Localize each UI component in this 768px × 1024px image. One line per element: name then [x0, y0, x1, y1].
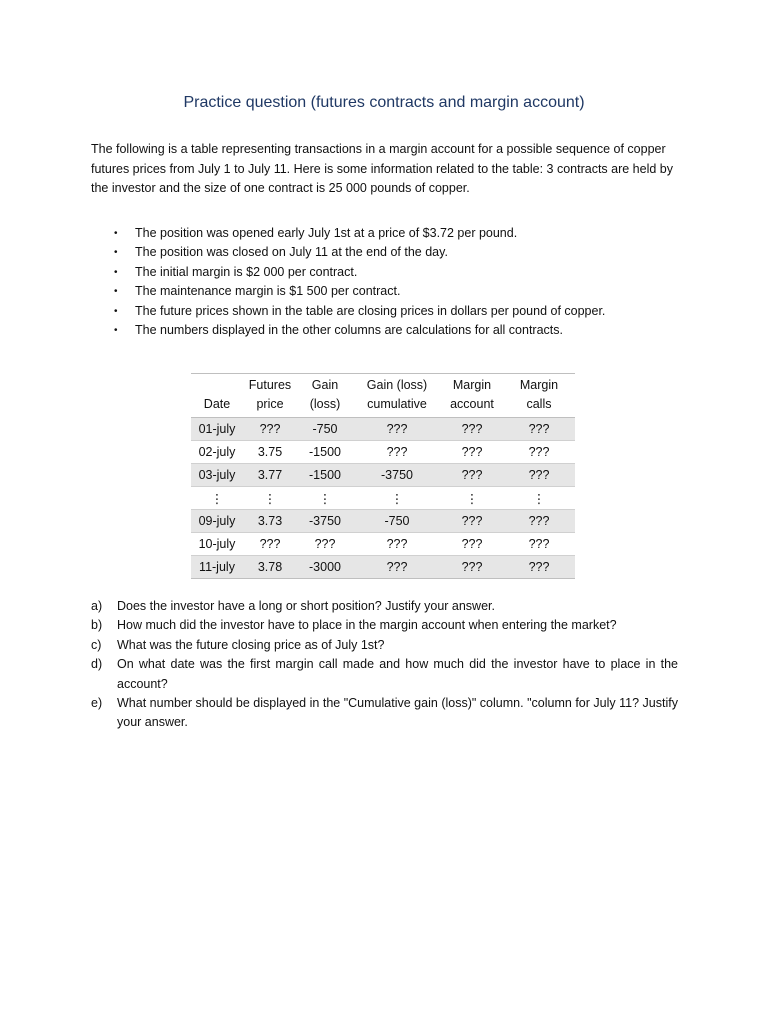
cell-cumulative: ??? — [386, 537, 408, 551]
table-row — [191, 556, 575, 579]
list-item — [110, 224, 670, 243]
cell-margin-account: ??? — [441, 556, 503, 579]
cell-margin-account: ??? — [461, 445, 483, 459]
cell-margin-account: ??? — [461, 537, 483, 551]
cell-date: 03-july — [191, 464, 243, 487]
bullet-icon: • — [114, 324, 118, 336]
cell-margin-calls: ??? — [528, 537, 550, 551]
column-header-gain-loss: Gain (loss) — [297, 374, 353, 418]
bullet-text: The maintenance margin is $1 500 per contract. — [135, 284, 401, 299]
question-item — [91, 616, 678, 635]
question-item — [91, 694, 678, 733]
page-title: Practice question (futures contracts and margin account) — [183, 94, 585, 111]
bullet-icon: • — [114, 286, 118, 298]
cell-margin-account: ??? — [441, 418, 503, 441]
cell-cumulative: ??? — [353, 418, 441, 441]
question-label: c) — [91, 637, 102, 652]
bullet-icon: • — [114, 266, 118, 278]
cell-margin-account: ??? — [441, 464, 503, 487]
question-text: On what date was the first margin call made and how much did the investor have to place in the account? — [117, 657, 678, 691]
column-header-date: Date — [191, 374, 243, 418]
question-text: Does the investor have a long or short position? Justify your answer. — [117, 599, 495, 613]
question-text: How much did the investor have to place in the margin account when entering the market? — [117, 618, 617, 633]
vertical-ellipsis-icon: ⋮ — [263, 491, 277, 506]
cell-gain-loss: ??? — [314, 537, 336, 551]
cell-margin-calls: ??? — [503, 510, 575, 533]
table-row — [191, 418, 575, 441]
list-item — [110, 321, 670, 340]
cell-date: 02-july — [198, 445, 236, 459]
column-header-margin-calls: Margin calls — [503, 374, 575, 418]
cell-futures-price: 3.77 — [243, 464, 297, 487]
cell-margin-account: ??? — [441, 510, 503, 533]
table-row-ellipsis — [191, 487, 575, 510]
bullet-icon: • — [114, 228, 118, 239]
question-label: a) — [91, 599, 103, 613]
cell-futures-price: 3.78 — [243, 556, 297, 579]
cell-cumulative: -3750 — [353, 464, 441, 487]
column-header-cumulative: Gain (loss) cumulative — [353, 374, 441, 418]
cell-gain-loss: -1500 — [309, 445, 341, 459]
cell-futures-price: 3.73 — [243, 510, 297, 533]
bullet-text: The initial margin is $2 000 per contract. — [135, 264, 358, 279]
bullet-text: The position was closed on July 11 at the end of the day. — [135, 245, 448, 260]
question-text: What number should be displayed in the "Cumulative gain (loss)" column. "column for July 11? Justify your answer. — [117, 696, 678, 730]
cell-gain-loss: -750 — [297, 418, 353, 441]
table-row — [191, 510, 575, 533]
list-item — [110, 263, 670, 282]
cell-margin-calls: ??? — [503, 418, 575, 441]
vertical-ellipsis-icon: ⋮ — [465, 491, 479, 506]
table-row — [191, 464, 575, 487]
vertical-ellipsis-icon: ⋮ — [318, 491, 332, 506]
cell-gain-loss: -1500 — [297, 464, 353, 487]
question-label: b) — [91, 618, 103, 633]
cell-margin-calls: ??? — [528, 445, 550, 459]
cell-cumulative: -750 — [353, 510, 441, 533]
question-item — [91, 636, 678, 655]
vertical-ellipsis-icon: ⋮ — [210, 491, 224, 506]
cell-gain-loss: -3750 — [297, 510, 353, 533]
cell-date: 01-july — [191, 418, 243, 441]
question-text: What was the future closing price as of July 1st? — [117, 637, 385, 652]
cell-margin-calls: ??? — [503, 464, 575, 487]
question-list — [91, 597, 678, 733]
vertical-ellipsis-icon: ⋮ — [390, 491, 404, 506]
cell-futures-price: 3.75 — [257, 445, 283, 459]
cell-futures-price: ??? — [259, 537, 281, 551]
cell-futures-price: ??? — [243, 418, 297, 441]
question-item — [91, 655, 678, 694]
cell-gain-loss: -3000 — [297, 556, 353, 579]
list-item — [110, 243, 670, 262]
intro-paragraph: The following is a table representing transactions in a margin account for a possible sequence of copper futures prices from July 1 to July 11. Here is some information related to the table: 3 contracts are held by the investor and the size of one contract is 25 000 pounds of copper. — [91, 142, 673, 195]
table-row — [191, 441, 575, 464]
cell-margin-calls: ??? — [503, 556, 575, 579]
info-bullet-list — [110, 224, 670, 340]
list-item — [110, 282, 670, 301]
bullet-text: The position was opened early July 1st at a price of $3.72 per pound. — [135, 226, 518, 240]
cell-cumulative: ??? — [353, 556, 441, 579]
question-item — [91, 597, 678, 616]
margin-account-table — [191, 373, 575, 579]
bullet-text: The future prices shown in the table are closing prices in dollars per pound of copper. — [135, 303, 606, 318]
cell-date: 09-july — [191, 510, 243, 533]
bullet-icon: • — [114, 247, 118, 259]
column-header-futures-price: Futures price — [243, 374, 297, 418]
list-item — [110, 302, 670, 321]
column-header-margin-account: Margin account — [441, 374, 503, 418]
question-label: e) — [91, 696, 103, 711]
cell-date: 10-july — [198, 537, 236, 551]
table-row — [191, 533, 575, 556]
vertical-ellipsis-icon: ⋮ — [532, 491, 546, 506]
question-label: d) — [91, 657, 103, 672]
table-header-row — [191, 374, 575, 418]
bullet-icon: • — [114, 305, 118, 317]
cell-cumulative: ??? — [386, 445, 408, 459]
bullet-text: The numbers displayed in the other columns are calculations for all contracts. — [135, 322, 563, 337]
cell-date: 11-july — [191, 556, 243, 579]
